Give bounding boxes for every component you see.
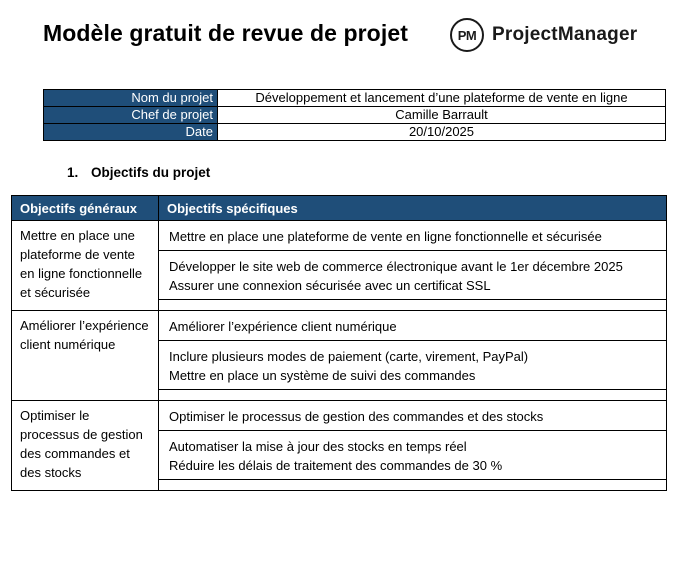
general-objective-text: Optimiser le processus de gestion des commandes et des stocks [20,408,143,480]
general-objective-cell [12,221,159,311]
table-row [12,311,667,341]
info-value: Développement et lancement d’une plateforme de vente en ligne [218,90,666,107]
column-header-general: Objectifs généraux [12,196,159,221]
specific-objective-cell [159,431,667,480]
specific-objective-line: Automatiser la mise à jour des stocks en temps réel [169,439,467,454]
specific-objective-cell-empty [159,300,667,311]
specific-objective-cell [159,251,667,300]
specific-objective-line: Mettre en place un système de suivi des commandes [169,368,476,383]
section-number: 1. [67,165,79,180]
specific-objective-cell [159,221,667,251]
table-row [12,221,667,251]
specific-objective-cell-empty [159,390,667,401]
general-objective-text: Améliorer l’expérience client numérique [20,318,149,352]
general-objective-cell [12,311,159,401]
specific-objective-line: Optimiser le processus de gestion des commandes et des stocks [169,409,544,424]
logo-text: ProjectManager [492,24,638,45]
specific-objective-line: Assurer une connexion sécurisée avec un certificat SSL [169,278,491,293]
objectives-table [11,195,667,491]
column-header-specific: Objectifs spécifiques [159,196,667,221]
project-info-table [43,89,666,141]
pm-logo-icon: PM [450,18,484,52]
info-value: Camille Barrault [218,107,666,124]
projectmanager-logo [450,17,637,53]
info-row-project-name [44,90,666,107]
specific-objective-cell [159,341,667,390]
table-row [12,401,667,431]
section-heading [67,165,210,180]
specific-objective-cell [159,311,667,341]
specific-objective-line: Inclure plusieurs modes de paiement (carte, virement, PayPal) [169,349,529,364]
objectives-header-row [12,196,667,221]
specific-objective-cell [159,401,667,431]
specific-objective-line: Améliorer l’expérience client numérique [169,319,397,334]
general-objective-cell [12,401,159,491]
info-label: Chef de projet [44,107,218,124]
specific-objective-line: Réduire les délais de traitement des commandes de 30 % [169,458,503,473]
info-row-project-manager [44,107,666,124]
info-label: Nom du projet [44,90,218,107]
info-label: Date [44,124,218,141]
info-value: 20/10/2025 [218,124,666,141]
general-objective-text: Mettre en place une plateforme de vente en ligne fonctionnelle et sécurisée [20,228,143,300]
section-title: Objectifs du projet [91,165,211,180]
specific-objective-line: Mettre en place une plateforme de vente en ligne fonctionnelle et sécurisée [169,229,602,244]
specific-objective-cell-empty [159,480,667,491]
info-row-date [44,124,666,141]
specific-objective-line: Développer le site web de commerce électronique avant le 1er décembre 2025 [169,259,623,274]
page-title: Modèle gratuit de revue de projet [43,20,408,46]
